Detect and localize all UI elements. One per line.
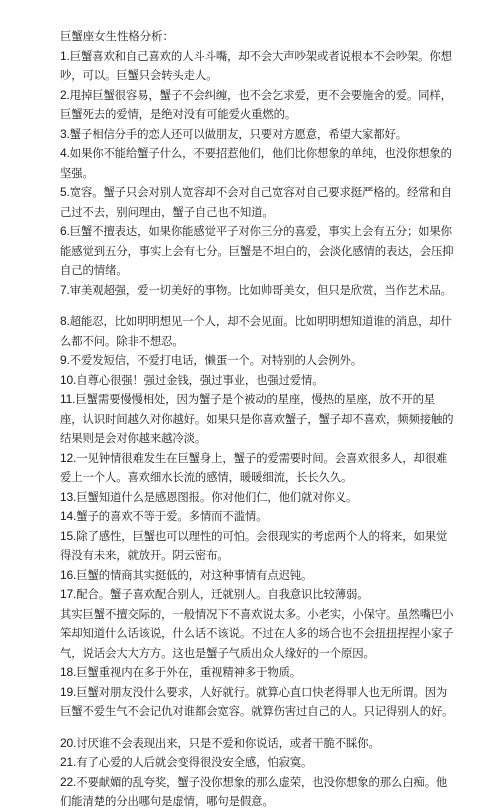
paragraph-text: 不爱发短信，不爱打电话，懒蛋一个。对特别的人会例外。 bbox=[69, 353, 362, 367]
paragraph bbox=[60, 527, 456, 566]
paragraph bbox=[60, 566, 456, 586]
paragraph-number: 10. bbox=[60, 372, 77, 387]
paragraph bbox=[60, 371, 456, 391]
paragraph-text: 巨蟹对朋友没什么要求，人好就行。就算心直口快老得罪人也无所谓。因为巨蟹不爱生气不会记仇对谁都会宽容。就算伤害过自己的人。只记得别人的好。 bbox=[60, 684, 454, 718]
paragraph-number: 5. bbox=[60, 185, 70, 199]
paragraph bbox=[60, 683, 456, 722]
paragraph bbox=[60, 734, 456, 754]
paragraph-text: 超能忍，比如明明想见一个人，却不会见面。比如明明想知道谁的消息，却什么都不问。除非不想忍。 bbox=[60, 314, 452, 348]
paragraph-number: 16. bbox=[60, 567, 77, 582]
paragraph bbox=[60, 312, 456, 351]
paragraph-gap bbox=[60, 300, 456, 312]
paragraph-number: 2. bbox=[60, 87, 70, 102]
paragraph bbox=[60, 125, 456, 145]
paragraph-number: 6. bbox=[60, 224, 70, 238]
paragraph bbox=[60, 144, 456, 183]
paragraph-number: 20. bbox=[60, 735, 77, 750]
paragraph-text: 自尊心很强！强过金钱，强过事业，也强过爱情。 bbox=[76, 372, 324, 387]
paragraph-text: 巨蟹需要慢慢相处，因为蟹子是个被动的星座，慢热的星座，放不开的星座，认识时间越久对你越好。如果只是你喜欢蟹子，蟹子却不喜欢，频频接触的结果则是会对你越来越冷淡。 bbox=[60, 392, 454, 445]
paragraph bbox=[60, 507, 456, 527]
paragraph-text: 宽容。蟹子只会对别人宽容却不会对自己宽容对自己要求挺严格的。经常和自己过不去，别问理由，蟹子自己也不知道。 bbox=[60, 185, 452, 219]
paragraph bbox=[60, 449, 456, 488]
paragraph bbox=[60, 663, 456, 683]
paragraph-text: 巨蟹重视内在多于外在，重视精神多于物质。 bbox=[76, 665, 302, 679]
paragraph-number: 18. bbox=[60, 665, 77, 679]
paragraph bbox=[60, 753, 456, 773]
paragraph-number: 22. bbox=[60, 774, 77, 789]
paragraph-number: 8. bbox=[60, 314, 70, 328]
paragraph-number: 1. bbox=[60, 48, 70, 63]
paragraph-text: 不要献媚的乱夸奖，蟹子没你想象的那么虚荣，也没你想象的那么白痴。他们能清楚的分出哪句是虚情，哪句是假意。 bbox=[60, 774, 448, 808]
paragraph bbox=[60, 47, 456, 86]
paragraph-text: 如果你不能给蟹子什么，不要招惹他们，他们比你想象的单纯，也没你想象的坚强。 bbox=[60, 146, 452, 180]
paragraph-number: 9. bbox=[60, 353, 70, 367]
paragraph-number: 19. bbox=[60, 684, 77, 699]
paragraph-text: 其实巨蟹不擅交际的，一般情况下不喜欢说太多。小老实，小保守。虽然嘴巴小笨却知道什么话该说，什么话不该说。不过在人多的场合也不会扭扭捏捏小家子气，说话会大大方方。这也是蟹子气质出众人缘好的一个原因。 bbox=[60, 606, 454, 660]
paragraph-number: 4. bbox=[60, 146, 70, 160]
paragraph-text: 蟹子相信分手的恋人还可以做朋友，只要对方愿意，希望大家都好。 bbox=[69, 126, 407, 141]
paragraph-number: 12. bbox=[60, 450, 77, 465]
paragraph bbox=[60, 281, 456, 301]
document-title: 巨蟹座女生性格分析： bbox=[60, 29, 174, 43]
paragraph bbox=[60, 773, 456, 812]
paragraph-text: 讨厌谁不会表现出来，只是不爱和你说话，或者干脆不睬你。 bbox=[76, 735, 380, 750]
paragraph bbox=[60, 390, 456, 449]
paragraph-gap bbox=[60, 722, 456, 734]
paragraph-number: 3. bbox=[60, 126, 70, 141]
paragraph-text: 巨蟹不擅表达，如果你能感觉平子对你三分的喜爱，事实上会有五分；如果你能感觉到五分，事实上会有七分。巨蟹是不坦白的，会淡化感情的表达，会压抑自己的情绪。 bbox=[60, 224, 454, 277]
paragraph bbox=[60, 585, 456, 605]
paragraph-text: 巨蟹知道什么是感恩图报。你对他们仁，他们就对你义。 bbox=[76, 489, 358, 504]
paragraph-text: 一见钟情很难发生在巨蟹身上，蟹子的爱需要时间。会喜欢很多人，却很难爱上一个人。喜欢细水长流的感情，暖暖细流，长长久久。 bbox=[60, 450, 448, 484]
paragraph-number: 11. bbox=[60, 392, 76, 406]
paragraph-text: 审美观超强，爱一切美好的事物。比如帅哥美女，但只是欣赏，当作艺术品。 bbox=[69, 282, 452, 297]
paragraph-number: 15. bbox=[60, 528, 77, 543]
paragraph bbox=[60, 605, 456, 664]
paragraph bbox=[60, 222, 456, 281]
paragraph-number: 7. bbox=[60, 282, 70, 297]
document-body bbox=[60, 47, 456, 812]
paragraph-text: 有了心爱的人后就会变得很没安全感，怕寂寞。 bbox=[76, 755, 313, 769]
paragraph bbox=[60, 351, 456, 371]
paragraph-number: 13. bbox=[60, 489, 77, 504]
paragraph bbox=[60, 488, 456, 508]
paragraph bbox=[60, 183, 456, 222]
paragraph-number: 14. bbox=[60, 509, 77, 523]
paragraph-number: 17. bbox=[60, 587, 77, 601]
paragraph-text: 甩掉巨蟹很容易，蟹子不会纠缠，也不会乞求爱，更不会要施舍的爱。同样，巨蟹死去的爱情，是绝对没有可能爱火重燃的。 bbox=[60, 87, 452, 121]
paragraph-text: 巨蟹喜欢和自己喜欢的人斗斗嘴，却不会大声吵架或者说根本不会吵架。你想吵，可以。巨蟹只会转头走人。 bbox=[60, 48, 452, 82]
paragraph-text: 蟹子的喜欢不等于爱。多情而不滥情。 bbox=[76, 509, 268, 523]
paragraph-text: 配合。蟹子喜欢配合别人，迁就别人。自我意识比较薄弱。 bbox=[76, 587, 369, 601]
paragraph-text: 巨蟹的情商其实挺低的，对这种事情有点迟钝。 bbox=[76, 567, 313, 582]
paragraph-number: 21. bbox=[60, 755, 77, 769]
paragraph bbox=[60, 86, 456, 125]
paragraph-text: 除了感性，巨蟹也可以理性的可怕。会很现实的考虑两个人的将来，如果觉得没有未来，就放开。阴云密布。 bbox=[60, 528, 448, 562]
